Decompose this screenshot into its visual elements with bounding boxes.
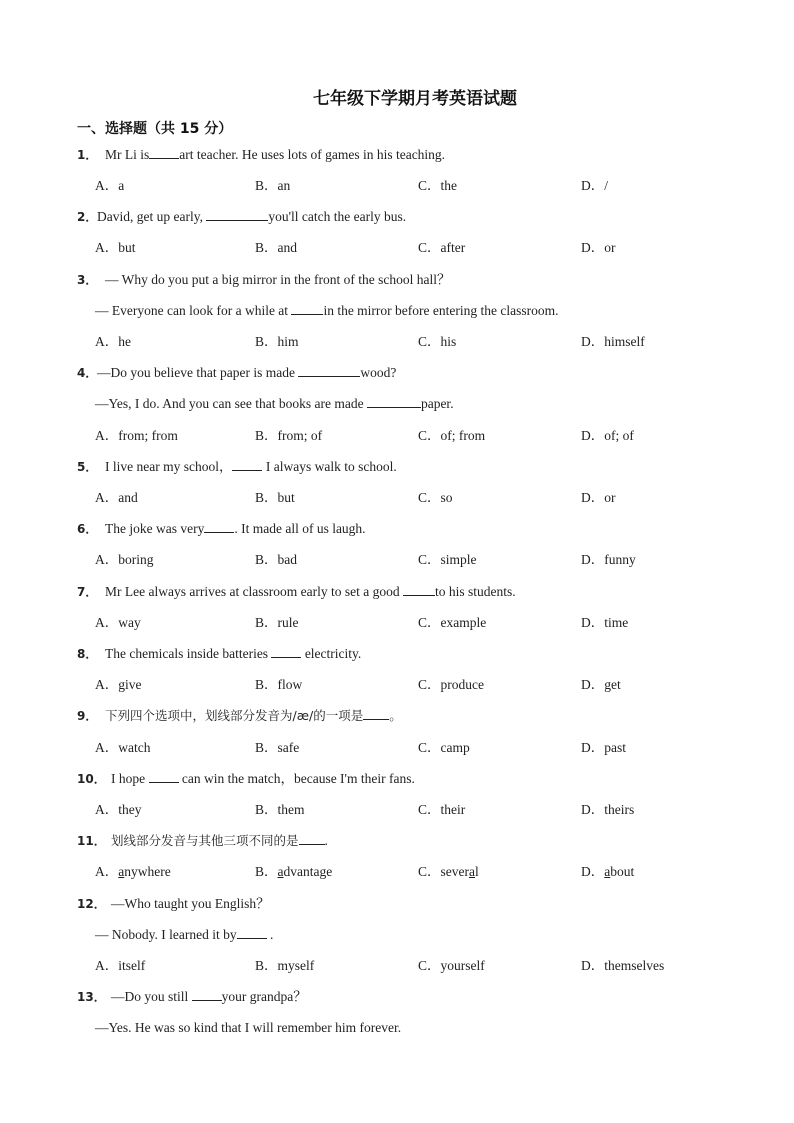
option-d[interactable]: D．/ bbox=[581, 178, 608, 193]
question-number: 12． bbox=[77, 897, 106, 911]
answer-blank bbox=[206, 208, 268, 221]
option-d[interactable] bbox=[581, 863, 634, 881]
option-b[interactable]: B．safe bbox=[255, 740, 300, 755]
question-4 bbox=[77, 364, 396, 382]
option-c[interactable]: C．so bbox=[418, 490, 453, 505]
option-b[interactable]: B．from; of bbox=[255, 428, 323, 443]
answer-blank bbox=[363, 707, 389, 720]
option-c[interactable]: C．of; from bbox=[418, 428, 486, 443]
question-13-line-2: —Yes. He was so kind that I will remember him forever. bbox=[95, 1020, 402, 1035]
question-3 bbox=[77, 271, 450, 289]
question-text: art teacher. He uses lots of games in his teaching. bbox=[179, 147, 446, 162]
underlined-letter: a bbox=[469, 864, 475, 879]
option-b[interactable]: B．bad bbox=[255, 552, 297, 567]
option-d[interactable]: D．of; of bbox=[581, 428, 634, 443]
question-11 bbox=[77, 832, 328, 850]
option-a[interactable]: A．a bbox=[95, 178, 125, 193]
answer-blank bbox=[149, 146, 179, 159]
option-prefix: A． bbox=[95, 864, 119, 879]
answer-blank bbox=[291, 302, 323, 315]
option-a[interactable]: A．give bbox=[95, 677, 142, 692]
question-8 bbox=[77, 645, 361, 663]
question-number: 10． bbox=[77, 772, 106, 786]
option-b[interactable]: B．and bbox=[255, 240, 297, 255]
question-3-line-2 bbox=[95, 302, 558, 320]
question-number: 6． bbox=[77, 522, 98, 536]
option-c[interactable] bbox=[418, 863, 479, 881]
question-text: The joke was very bbox=[105, 521, 205, 536]
question-9 bbox=[77, 707, 402, 725]
option-a[interactable]: A．they bbox=[95, 802, 142, 817]
answer-blank bbox=[271, 645, 301, 658]
question-text: 划线部分发音与其他三项不同的是 bbox=[111, 833, 299, 848]
question-number: 1． bbox=[77, 148, 98, 162]
page-title: 七年级下学期月考英语试题 bbox=[313, 89, 517, 109]
question-text: can win the match，because I'm their fans. bbox=[178, 771, 415, 786]
option-b[interactable]: B．him bbox=[255, 334, 299, 349]
question-text: your grandpa？ bbox=[221, 989, 307, 1004]
question-text: —Who taught you English？ bbox=[111, 896, 270, 911]
question-text: Mr Lee always arrives at classroom early to set a good bbox=[105, 584, 404, 599]
answer-blank bbox=[192, 988, 222, 1001]
option-prefix: D． bbox=[581, 864, 605, 879]
option-a[interactable]: A．he bbox=[95, 334, 131, 349]
question-number: 4． bbox=[77, 366, 98, 380]
question-text: — Everyone can look for a while at bbox=[95, 303, 292, 318]
question-text: wood? bbox=[360, 365, 397, 380]
question-5 bbox=[77, 458, 397, 476]
question-text: — Nobody. I learned it by bbox=[95, 927, 237, 942]
option-c[interactable]: C．produce bbox=[418, 677, 484, 692]
question-6 bbox=[77, 520, 366, 538]
option-a[interactable]: A．watch bbox=[95, 740, 151, 755]
option-text: dvantage bbox=[283, 864, 333, 879]
question-13 bbox=[77, 988, 307, 1006]
answer-blank bbox=[367, 395, 421, 408]
question-number: 5． bbox=[77, 460, 98, 474]
question-7 bbox=[77, 583, 516, 601]
question-text: . bbox=[266, 927, 274, 942]
question-number: 3． bbox=[77, 273, 98, 287]
question-text: —Do you believe that paper is made bbox=[97, 365, 299, 380]
option-a[interactable]: A．from; from bbox=[95, 428, 178, 443]
question-text: electricity. bbox=[301, 646, 362, 661]
option-c[interactable]: C．his bbox=[418, 334, 457, 349]
question-text: paper. bbox=[420, 396, 454, 411]
option-c[interactable]: C．camp bbox=[418, 740, 470, 755]
option-text: nywhere bbox=[124, 864, 171, 879]
option-d[interactable]: D．time bbox=[581, 615, 629, 630]
question-1 bbox=[77, 146, 445, 164]
option-c[interactable]: C．simple bbox=[418, 552, 477, 567]
question-text: you'll catch the early bus. bbox=[268, 209, 407, 224]
underlined-letter: a bbox=[277, 864, 284, 879]
question-text: . bbox=[324, 833, 328, 848]
question-4-line-2 bbox=[95, 395, 454, 413]
question-number: 9． bbox=[77, 709, 98, 723]
option-a[interactable]: A．but bbox=[95, 240, 136, 255]
option-b[interactable] bbox=[255, 863, 332, 881]
question-text: I hope bbox=[111, 771, 149, 786]
question-text: David, get up early, bbox=[97, 209, 207, 224]
option-a[interactable]: A．itself bbox=[95, 958, 146, 973]
question-number: 11． bbox=[77, 834, 106, 848]
option-d[interactable]: D．or bbox=[581, 490, 616, 505]
option-b[interactable]: B．but bbox=[255, 490, 295, 505]
question-number: 7． bbox=[77, 585, 98, 599]
option-d[interactable]: D．himself bbox=[581, 334, 645, 349]
question-text: 下列四个选项中，划线部分发音为/æ/的一项是 bbox=[105, 708, 364, 723]
question-text: to his students. bbox=[435, 584, 516, 599]
option-prefix: B． bbox=[255, 864, 278, 879]
question-2 bbox=[77, 208, 406, 226]
underlined-letter: a bbox=[118, 864, 125, 879]
option-d[interactable]: D．or bbox=[581, 240, 616, 255]
answer-blank bbox=[237, 926, 267, 939]
option-a[interactable]: A．and bbox=[95, 490, 138, 505]
question-text: —Do you still bbox=[111, 989, 192, 1004]
question-text: —Yes, I do. And you can see that books are made bbox=[95, 396, 367, 411]
answer-blank bbox=[204, 520, 234, 533]
option-c[interactable]: C．after bbox=[418, 240, 466, 255]
question-text: — Why do you put a big mirror in the front of the school hall？ bbox=[105, 272, 451, 287]
question-number: 2． bbox=[77, 210, 98, 224]
question-text: The chemicals inside batteries bbox=[105, 646, 272, 661]
option-text: l bbox=[475, 864, 479, 879]
option-d[interactable]: D．get bbox=[581, 677, 621, 692]
question-text: . It made all of us laugh. bbox=[234, 521, 366, 536]
option-c[interactable]: C．their bbox=[418, 802, 466, 817]
option-b[interactable]: B．an bbox=[255, 178, 291, 193]
option-d[interactable]: D．past bbox=[581, 740, 626, 755]
option-b[interactable]: B．rule bbox=[255, 615, 299, 630]
question-number: 8． bbox=[77, 647, 98, 661]
option-d[interactable]: D．funny bbox=[581, 552, 636, 567]
underlined-letter: a bbox=[604, 864, 611, 879]
option-b[interactable]: B．myself bbox=[255, 958, 315, 973]
option-d[interactable]: D．theirs bbox=[581, 802, 635, 817]
option-d[interactable]: D．themselves bbox=[581, 958, 665, 973]
option-b[interactable]: B．flow bbox=[255, 677, 303, 692]
question-text: I live near my school， bbox=[105, 459, 233, 474]
question-text: 。 bbox=[389, 708, 402, 723]
option-text: bout bbox=[610, 864, 635, 879]
option-b[interactable]: B．them bbox=[255, 802, 305, 817]
option-a[interactable] bbox=[95, 863, 171, 881]
question-10 bbox=[77, 770, 415, 788]
answer-blank bbox=[299, 832, 325, 845]
option-a[interactable]: A．way bbox=[95, 615, 141, 630]
answer-blank bbox=[149, 770, 179, 783]
answer-blank bbox=[232, 458, 262, 471]
section-heading: 一、选择题（共 15 分） bbox=[77, 121, 233, 137]
answer-blank bbox=[403, 583, 435, 596]
option-a[interactable]: A．boring bbox=[95, 552, 154, 567]
answer-blank bbox=[298, 364, 360, 377]
option-c[interactable]: C．the bbox=[418, 178, 457, 193]
question-text: I always walk to school. bbox=[262, 459, 397, 474]
option-c[interactable]: C．yourself bbox=[418, 958, 485, 973]
question-number: 13． bbox=[77, 990, 106, 1004]
question-text: Mr Li is bbox=[105, 147, 150, 162]
question-text: in the mirror before entering the classroom. bbox=[323, 303, 559, 318]
option-c[interactable]: C．example bbox=[418, 615, 487, 630]
question-12-line-2 bbox=[95, 926, 273, 944]
question-12 bbox=[77, 895, 270, 913]
option-prefix: C．sever bbox=[418, 864, 469, 879]
